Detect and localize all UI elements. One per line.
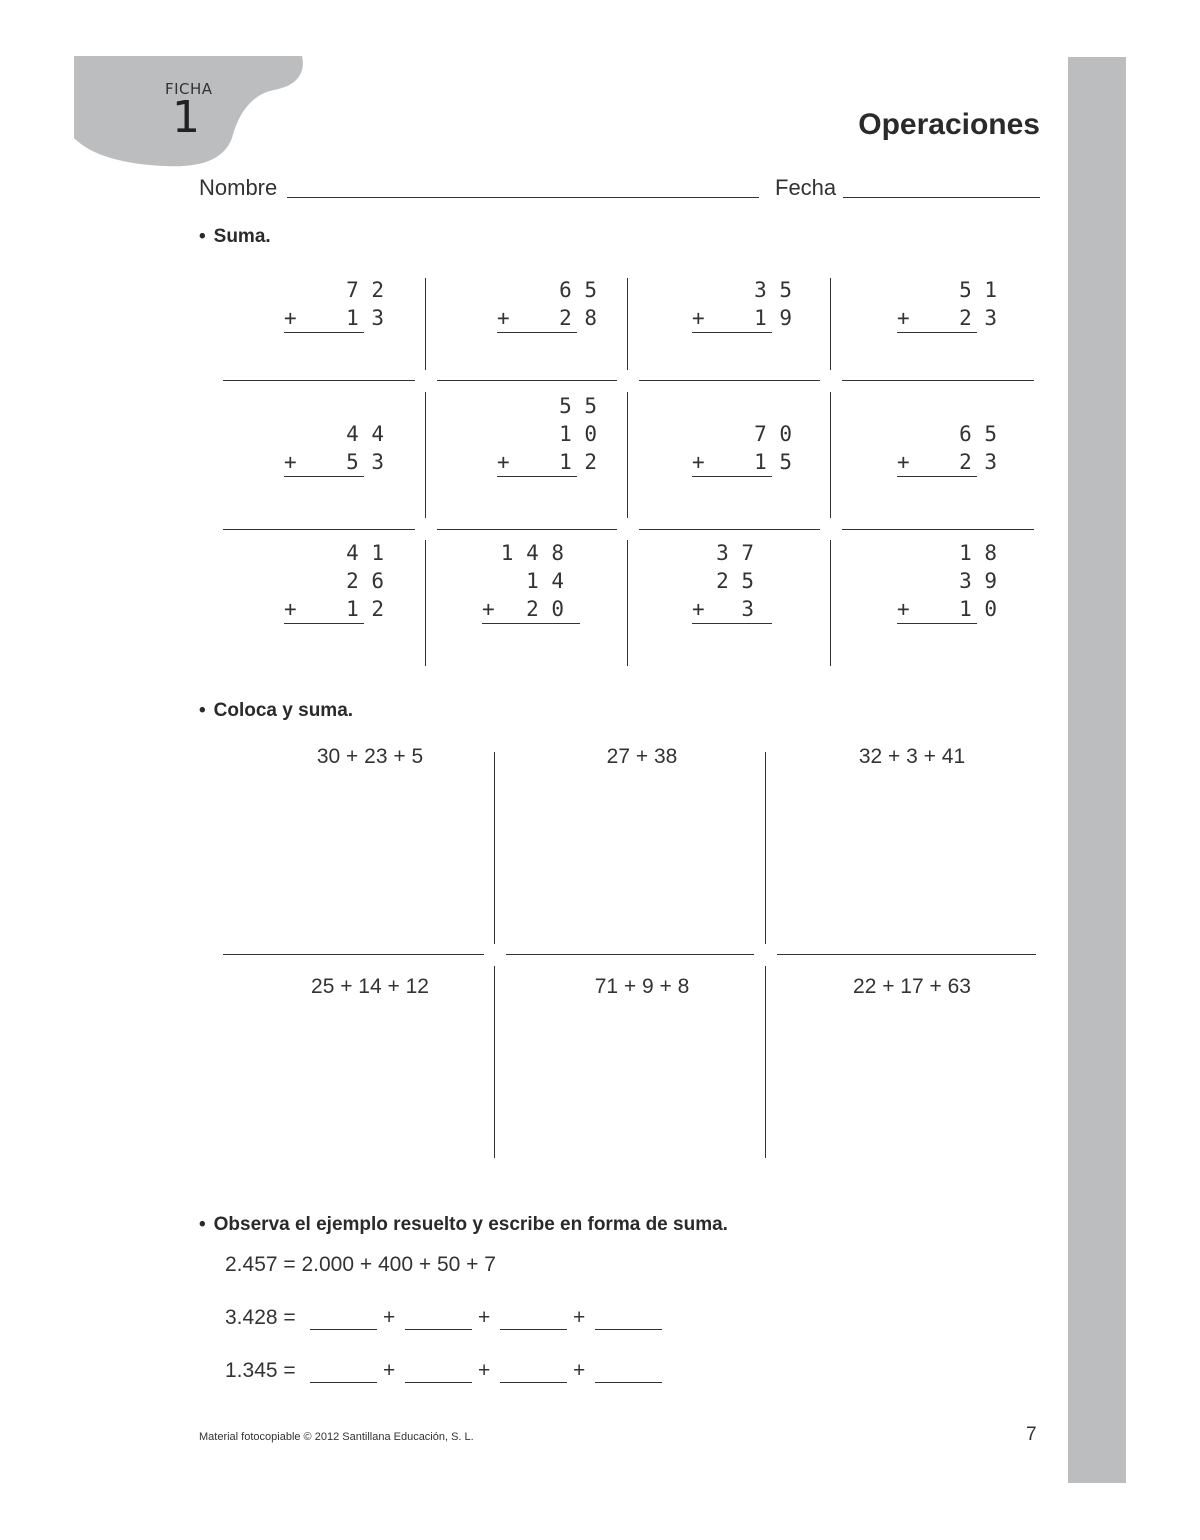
solved-example: 2.457 = 2.000 + 400 + 50 + 7 [225,1253,496,1276]
addition-expression: 27 + 38 [606,745,678,768]
answer-line[interactable] [284,332,364,333]
plus-sign: + [478,1359,491,1382]
answer-blank[interactable] [405,1382,472,1383]
addend: 7 2 [346,278,384,302]
bullet: • [199,226,206,247]
addend: 1 4 [526,569,564,593]
last-addend [897,595,997,623]
plus-sign: + [478,1306,491,1329]
exercise-prefix: 3.428 = [225,1306,296,1329]
answer-blank[interactable] [405,1329,472,1330]
addend: 4 1 [346,541,384,565]
answer-line[interactable] [692,332,772,333]
addition-expression: 32 + 3 + 41 [858,745,966,768]
last-addend [497,448,597,476]
sum-problem [897,276,997,332]
plus-sign: + [284,306,297,330]
plus-sign: + [284,450,297,474]
ficha-number: 1 [172,92,200,143]
addend: 1 8 [959,541,997,565]
sum-problem [497,392,597,476]
section-coloca [199,700,353,722]
answer-line[interactable] [497,332,577,333]
answer-line[interactable] [897,476,977,477]
grid-divider [842,380,1034,381]
grid-divider [639,380,820,381]
sum-problem [482,539,564,623]
addend: 6 5 [559,278,597,302]
section-coloca-label: Coloca y suma. [213,700,354,721]
plus-sign: + [482,597,495,621]
name-field[interactable] [287,197,759,198]
bullet: • [199,1214,206,1235]
addend-value: 1 3 [346,306,384,330]
section-observa-label: Observa el ejemplo resuelto y escribe en forma de suma. [213,1214,728,1235]
plus-sign: + [897,597,910,621]
answer-line[interactable] [897,332,977,333]
section-observa [199,1214,728,1236]
grid-divider [223,380,415,381]
last-addend [897,304,997,332]
answer-blank[interactable] [595,1329,662,1330]
name-label: Nombre [199,175,278,200]
sum-problem [692,539,754,623]
section-suma [199,226,271,248]
answer-line[interactable] [897,623,977,624]
page-side-band [1068,57,1126,1483]
last-addend [482,595,564,623]
grid-divider [425,540,426,666]
last-addend [692,448,792,476]
grid-divider [830,392,831,518]
answer-blank[interactable] [310,1382,377,1383]
grid-divider [437,380,617,381]
addend-value: 2 0 [526,597,564,621]
date-field[interactable] [843,197,1040,198]
sum-problem [284,276,384,332]
grid-divider [437,529,617,530]
ficha-label: FICHA [165,80,213,98]
addend-value: 1 9 [754,306,792,330]
sum-problem [897,420,997,476]
plus-sign: + [497,450,510,474]
grid-divider [830,278,831,370]
bullet: • [199,700,206,721]
addend: 5 1 [959,278,997,302]
addend: 3 5 [754,278,792,302]
grid-divider [223,954,484,955]
grid-divider [627,278,628,370]
answer-line[interactable] [284,476,364,477]
plus-sign: + [897,450,910,474]
page-number: 7 [1026,1424,1037,1445]
addition-expression: 30 + 23 + 5 [316,745,424,768]
addend-value: 1 2 [559,450,597,474]
addition-expression: 22 + 17 + 63 [853,975,971,998]
addend-value: 5 3 [346,450,384,474]
grid-divider [639,529,820,530]
addition-expression: 71 + 9 + 8 [594,975,690,998]
plus-sign: + [383,1359,396,1382]
answer-blank[interactable] [500,1329,567,1330]
addend: 7 0 [754,422,792,446]
sum-problem [497,276,597,332]
page-title: Operaciones [858,108,1040,141]
plus-sign: + [897,306,910,330]
addend: 6 5 [959,422,997,446]
plus-sign: + [573,1306,586,1329]
addend-value: 2 3 [959,306,997,330]
addend: 3 9 [959,569,997,593]
date-label: Fecha [775,175,837,200]
plus-sign: + [692,450,705,474]
section-suma-label: Suma. [213,226,271,247]
answer-blank[interactable] [595,1382,662,1383]
addend: 4 4 [346,422,384,446]
addend: 2 5 [716,569,754,593]
grid-divider [494,966,495,1158]
copyright-footer: Material fotocopiable © 2012 Santillana Educación, S. L. [199,1431,474,1443]
sum-problem [284,420,384,476]
grid-divider [777,954,1036,955]
addend-value: 1 2 [346,597,384,621]
grid-divider [842,529,1034,530]
sum-problem [897,539,997,623]
addend: 5 5 [559,394,597,418]
addend: 1 4 8 [500,541,564,565]
plus-sign: + [692,306,705,330]
last-addend [692,595,754,623]
exercise-prefix: 1.345 = [225,1359,296,1382]
addend-value: 3 [741,597,754,621]
plus-sign: + [573,1359,586,1382]
answer-line[interactable] [692,623,772,624]
answer-blank[interactable] [310,1329,377,1330]
grid-divider [765,752,766,944]
grid-divider [223,529,415,530]
grid-divider [506,954,754,955]
answer-line[interactable] [692,476,772,477]
addend: 2 6 [346,569,384,593]
sum-problem [284,539,384,623]
grid-divider [830,540,831,666]
grid-divider [425,392,426,518]
addend: 1 0 [559,422,597,446]
answer-line[interactable] [482,623,580,624]
grid-divider [765,966,766,1158]
answer-line[interactable] [284,623,364,624]
last-addend [284,448,384,476]
addend-value: 2 8 [559,306,597,330]
grid-divider [627,392,628,518]
plus-sign: + [497,306,510,330]
last-addend [897,448,997,476]
plus-sign: + [284,597,297,621]
last-addend [692,304,792,332]
last-addend [284,304,384,332]
last-addend [284,595,384,623]
addend-value: 1 5 [754,450,792,474]
plus-sign: + [692,597,705,621]
plus-sign: + [383,1306,396,1329]
grid-divider [494,752,495,944]
answer-blank[interactable] [500,1382,567,1383]
sum-problem [692,276,792,332]
addition-expression: 25 + 14 + 12 [311,975,429,998]
grid-divider [627,540,628,666]
addend: 3 7 [716,541,754,565]
sum-problem [692,420,792,476]
last-addend [497,304,597,332]
addend-value: 2 3 [959,450,997,474]
answer-line[interactable] [497,476,577,477]
grid-divider [425,278,426,370]
addend-value: 1 0 [959,597,997,621]
